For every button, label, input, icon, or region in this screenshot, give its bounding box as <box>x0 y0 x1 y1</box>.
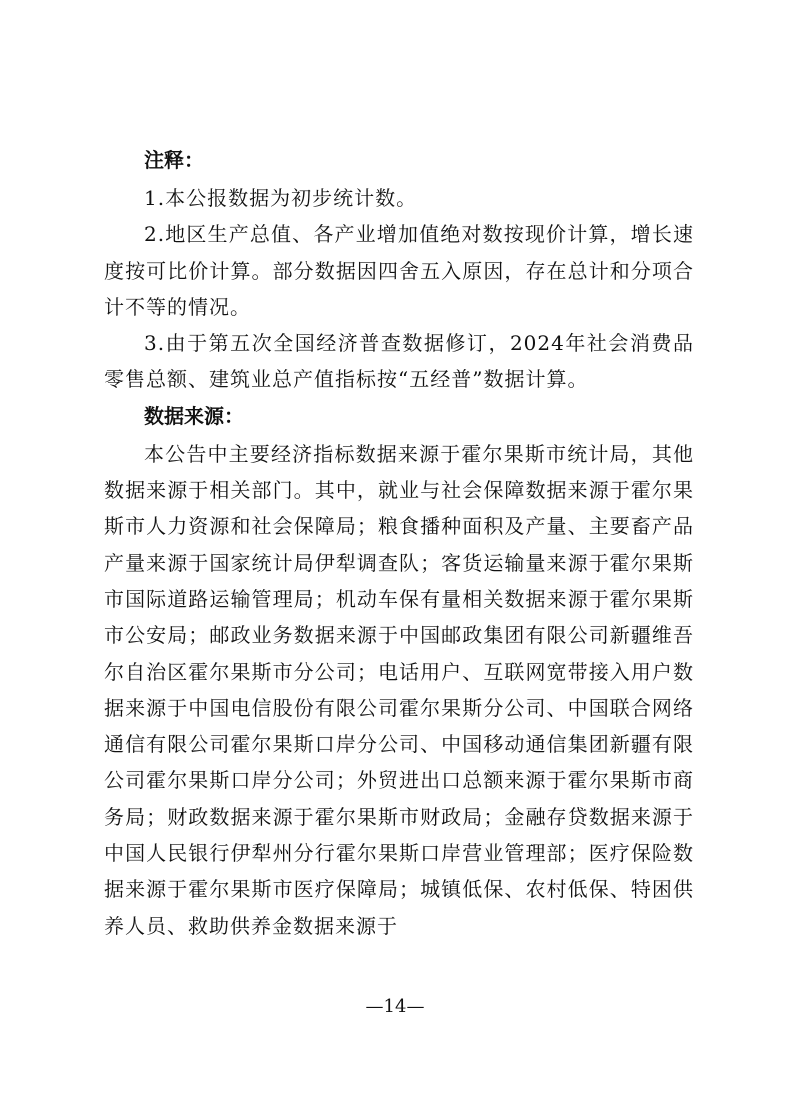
document-body <box>104 142 694 944</box>
page-number: —14— <box>365 996 425 1017</box>
sources-heading: 数据来源： <box>144 403 244 428</box>
note-item-2: 2.地区生产总值、各产业增加值绝对数按现价计算，增长速度按可比价计算。部分数据因四舍五入原因，存在总计和分项合计不等的情况。 <box>104 222 694 319</box>
note-item-3: 3.由于第五次全国经济普查数据修订，2024年社会消费品零售总额、建筑业总产值指标按“五经普”数据计算。 <box>104 331 694 392</box>
note-item-1: 1.本公报数据为初步统计数。 <box>144 186 418 210</box>
sources-paragraph: 本公告中主要经济指标数据来源于霍尔果斯市统计局，其他数据来源于相关部门。其中，就业与社会保障数据来源于霍尔果斯市人力资源和社会保障局；粮食播种面积及产量、主要畜产品产量来源于国家统计局伊犁调查队；客货运输量来源于霍尔果斯市国际道路运输管理局；机动车保有量相关数据来源于霍尔果斯市公安局；邮政业务数据来源于中国邮政集团有限公司新疆维吾尔自治区霍尔果斯市分公司；电话用户、互联网宽带接入用户数据来源于中国电信股份有限公司霍尔果斯分公司、中国联合网络通信有限公司霍尔果斯口岸分公司、中国移动通信集团新疆有限公司霍尔果斯口岸分公司；外贸进出口总额来源于霍尔果斯市商务局；财政数据来源于霍尔果斯市财政局；金融存贷数据来源于中国人民银行伊犁州分行霍尔果斯口岸营业管理部；医疗保险数据来源于霍尔果斯市医疗保障局；城镇低保、农村低保、特困供养人员、救助供养金数据来源于 <box>104 441 694 938</box>
notes-heading: 注释： <box>144 148 204 172</box>
